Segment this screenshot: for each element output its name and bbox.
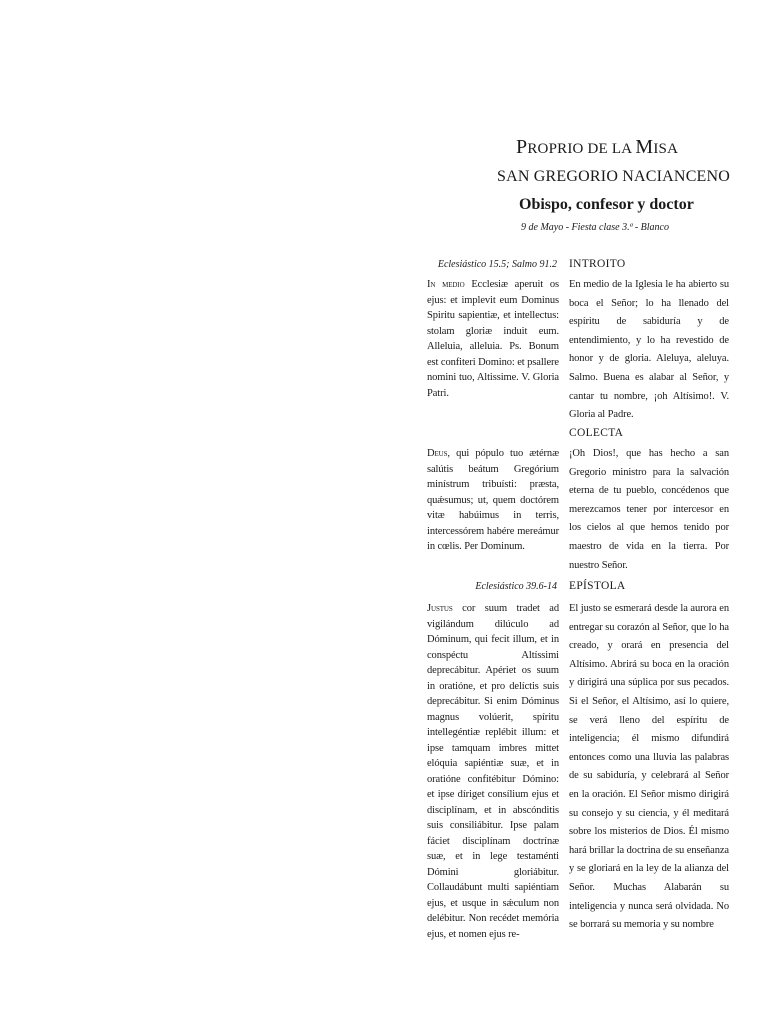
collect-spanish: ¡Oh Dios!, que has hecho a san Gregorio ministro para la salvación eterna de tu pueblo, concédenos que merezcamos tener por intercesor en los cielos al que hemos tenido por maestro de vida en la tierra. Por nuestro Señor. <box>569 448 729 571</box>
introit-heading: INTROITO <box>569 258 626 270</box>
collect-latin-text: , qui pópulo tuo ætérnæ salútis beátum Gregórium minístrum tribuísti: præsta, quǽsumus; ut, quem doctórem vitæ habúimus in terris, intercessórem habére mereámur in cœlis. Per Dominum. <box>427 448 559 552</box>
collect-heading: COLECTA <box>569 427 624 439</box>
introit-latin <box>427 277 559 401</box>
collect-latin-incipit: Deus <box>427 448 448 459</box>
epistle-reference: Eclesiástico 39.6-14 <box>475 581 557 592</box>
introit-latin-incipit: In medio <box>427 279 465 290</box>
epistle-latin-text: cor suum tradet ad vigilándum dilúculo ad Dóminum, qui fecit illum, et in conspéctu Altíssimi deprecábitur. Apériet os suum in oratióne, et pro delíctis suis deprecábitur. Si enim Dóminus magnus volúerit, spíritu intellegéntiæ replébit illum: et ipse tamquam imbres mittet elóquia sapiéntiæ suæ, et in oratióne confitébitur Dómino: et ipse díriget consílium ejus et disciplínam, et in abscónditis suis consiliábitur. Ipse palam fáciet disciplínam doctrínæ suæ, et in lege testaménti Dómini gloriábitur. Collaudábunt multi sapiéntiam ejus, et usque in sǽculum non delébitur. Non recédet memória ejus, et nomen ejus re- <box>427 603 559 940</box>
introit-latin-text: Ecclesiæ aperuit os ejus: et implevit eum Dominus Spiritu sapientiæ, et intellectus: stolam gloriæ induit eum. Alleluia, alleluia. Ps. Bonum est confiteri Domino: et psallere nomini tuo, Altissime. V. Gloria Patri. <box>427 279 559 399</box>
collect-latin <box>427 446 559 555</box>
epistle-latin <box>427 601 559 942</box>
epistle-latin-incipit: Justus <box>427 603 453 614</box>
introit-reference: Eclesiástico 15.5; Salmo 91.2 <box>437 259 557 270</box>
epistle-spanish: El justo se esmerará desde la aurora en entregar su corazón al Señor, que lo ha creado, y orará en presencia del Altísimo. Abrirá su boca en la oración y dirigirá una súplica por sus pecados. Si el Señor, el Altísimo, así lo quiere, se verá lleno del espíritu de inteligencia; él mismo difundirá entonces como una lluvia las palabras de su sabiduría, y celebrará al Señor en la oración. El Señor mismo dirigirá su consejo y su ciencia, y él meditará sobre los misterios de Dios. Él mismo hará brillar la doctrina de su enseñanza y se gloriará en la ley de la alianza del Señor. Muchas Alabarán su inteligencia y nunca será olvidada. No se borrará su memoria y su nombre <box>569 603 729 931</box>
saint-rank: Obispo, confesor y doctor <box>519 196 694 213</box>
introit-spanish: En medio de la Iglesia le ha abierto su boca el Señor; lo ha llenado del espíritu de sabiduría y de entendimiento, y lo ha revestido de honor y de gloria. Aleluya, aleluya. Salmo. Buena es alabar al Señor, y cantar tu nombre, ¡oh Altísimo!. V. Gloria al Padre. <box>569 279 729 421</box>
saint-name: SAN GREGORIO NACIANCENO <box>497 168 731 185</box>
feast-date: 9 de Mayo - Fiesta clase 3.ª - Blanco <box>521 222 669 233</box>
epistle-heading: EPÍSTOLA <box>569 580 626 592</box>
page-title: PROPRIO DE LA MISA <box>516 136 679 158</box>
